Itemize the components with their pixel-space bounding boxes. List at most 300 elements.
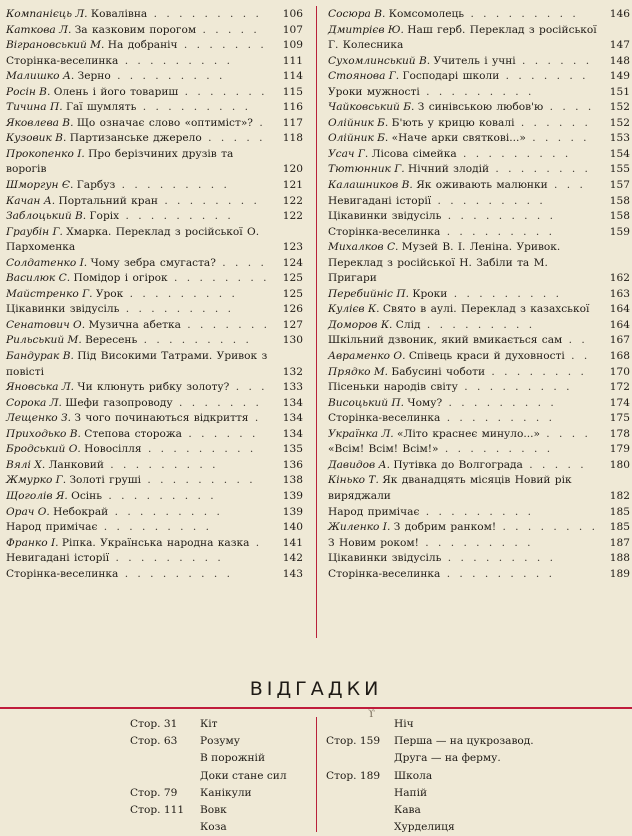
dot-leader: . . . . . . (514, 116, 591, 129)
toc-title: Степова сторожа (84, 427, 182, 440)
toc-entry (6, 349, 303, 380)
toc-entry (6, 380, 303, 396)
toc-entry (6, 520, 303, 536)
toc-title: Б'ють у крицю ковалі (391, 116, 515, 129)
toc-title: Сторінка-веселинка (6, 54, 119, 67)
toc-page-number: 141 (282, 536, 303, 549)
answer-page-label: Стор. 79 (130, 786, 178, 799)
toc-page-number: 170 (609, 365, 630, 378)
toc-page-number: 153 (609, 132, 630, 145)
toc-entry (6, 333, 303, 349)
toc-title: З Новим роком! (328, 536, 419, 549)
dot-leader: . . . . . . . (177, 39, 267, 52)
toc-page-number: 139 (282, 489, 303, 502)
toc-title: З добрим ранком! (393, 521, 497, 534)
answer-row (130, 802, 310, 819)
answer-page-label: Стор. 63 (130, 735, 178, 748)
toc-page-number: 124 (282, 256, 303, 269)
dot-leader: . . . . . . . . . (440, 412, 555, 425)
toc-author: Яковлева В. (6, 116, 74, 129)
toc-entry (6, 551, 303, 567)
toc-page-number: 134 (282, 427, 303, 440)
toc-title: За казковим порогом (74, 23, 197, 36)
toc-title: Небокрай (53, 505, 109, 518)
toc-entry (328, 194, 630, 210)
toc-entry (328, 473, 630, 504)
toc-page-number: 189 (609, 567, 630, 580)
toc-author: Олійник Б. (328, 116, 389, 129)
toc-right-column (328, 7, 630, 582)
toc-page-number: 162 (609, 272, 630, 285)
toc-entry (328, 85, 630, 101)
toc-page-number: 151 (609, 85, 630, 98)
toc-entry (6, 209, 303, 225)
answer-text: Друга — на ферму. (394, 752, 501, 765)
toc-entry (328, 287, 630, 303)
toc-page-number: 136 (282, 458, 303, 471)
toc-page-number: 157 (609, 179, 630, 192)
answer-text: Кава (394, 803, 421, 816)
toc-entry (6, 38, 303, 54)
toc-page-number: 187 (609, 536, 630, 549)
toc-title: Олень і його товариш (53, 85, 179, 98)
toc-author: Бродський О. (6, 443, 81, 456)
dot-leader: . . . . . . . . . (119, 210, 234, 223)
toc-page-number: 116 (282, 101, 303, 114)
column-divider (316, 6, 317, 638)
toc-title: Урок (95, 287, 124, 300)
toc-entry (6, 505, 303, 521)
dot-leader: . . . . . . . . (167, 272, 270, 285)
answer-row (326, 716, 626, 733)
toc-entry (328, 520, 630, 536)
toc-page-number: 107 (282, 23, 303, 36)
answer-text: Розуму (200, 735, 240, 748)
answer-page-label: Стор. 111 (130, 803, 185, 816)
toc-entry (328, 100, 630, 116)
toc-entry (6, 256, 303, 272)
toc-title: Ріпка. Українська народна казка (61, 536, 250, 549)
toc-page-number: 118 (282, 132, 303, 145)
toc-entry (328, 411, 630, 427)
toc-entry (328, 23, 630, 54)
toc-author: Віграновський М. (6, 39, 105, 52)
dot-leader: . . . . . . . (178, 85, 268, 98)
toc-author: Висоцький П. (328, 396, 405, 409)
toc-entry (6, 194, 303, 210)
toc-author: Франко І. (6, 536, 59, 549)
toc-author: Доморов К. (328, 318, 393, 331)
toc-author: Тичина П. (6, 101, 63, 114)
toc-page-number: 142 (282, 552, 303, 565)
toc-page-number: 175 (609, 412, 630, 425)
toc-title: Кроки (412, 287, 448, 300)
toc-entry (6, 178, 303, 194)
dot-leader: . (248, 412, 262, 425)
toc-entry (6, 427, 303, 443)
toc-page-number: 154 (609, 147, 630, 160)
toc-entry (328, 333, 630, 349)
toc-entry (6, 302, 303, 318)
toc-page-number: 109 (282, 39, 303, 52)
toc-title: Гаї шумлять (65, 101, 137, 114)
dot-leader: . . . . . . . . . (136, 101, 252, 114)
toc-author: Лещенко З. (6, 412, 72, 425)
toc-title: «Наче арки святкові...» (391, 132, 526, 145)
toc-author: Олійник Б. (328, 132, 389, 145)
dot-leader: . . . . . . . . (157, 194, 260, 207)
toc-entry (328, 225, 630, 241)
toc-entry (328, 178, 630, 194)
toc-author: Жмурко Г. (6, 474, 67, 487)
toc-page-number: 152 (609, 116, 630, 129)
toc-entry (6, 318, 303, 334)
toc-entry (328, 365, 630, 381)
toc-title: Сторінка-веселинка (6, 567, 119, 580)
toc-page-number: 122 (282, 194, 303, 207)
dot-leader: . . . . . . . . . (119, 303, 235, 316)
answer-text: Канікули (200, 786, 252, 799)
toc-page-number: 167 (609, 334, 630, 347)
toc-page-number: 172 (609, 381, 630, 394)
toc-author: Кулієв К. (328, 303, 380, 316)
toc-title: З чого починаються відкриття (74, 412, 249, 425)
toc-entry (328, 427, 630, 443)
answer-page-label: Стор. 31 (130, 718, 178, 730)
toc-title: Помідор і огірок (73, 272, 168, 285)
toc-page-number: 146 (609, 8, 630, 20)
answer-row (326, 802, 626, 819)
toc-author: Стоянова Г. (328, 70, 400, 83)
toc-page-number: 158 (609, 210, 630, 223)
toc-entry (328, 162, 630, 178)
toc-author: Компанієць Л. (6, 8, 88, 20)
toc-author: Орач О. (6, 505, 50, 518)
toc-entry (328, 567, 630, 583)
toc-author: Василюк С. (6, 272, 71, 285)
toc-title: Портальний кран (58, 194, 158, 207)
toc-page-number: 126 (282, 303, 303, 316)
toc-entry (6, 458, 303, 474)
answers-column-divider (316, 717, 317, 832)
toc-entry (328, 396, 630, 412)
dot-leader: . . . . . . . . . (438, 443, 554, 456)
dot-leader: . . . . (215, 256, 267, 269)
toc-title: Золоті груші (69, 474, 141, 487)
dot-leader: . . (564, 350, 591, 363)
toc-page-number: 132 (282, 365, 303, 378)
toc-page-number: 127 (282, 318, 303, 331)
answer-text: Перша — на цукрозавод. (394, 735, 534, 748)
answer-row (130, 819, 310, 836)
answer-row (326, 750, 626, 767)
toc-entry (6, 473, 303, 489)
toc-author: Михалков С. (328, 241, 399, 254)
answer-row (326, 768, 626, 785)
toc-page-number: 152 (609, 101, 630, 114)
dot-leader: . . . . . . . . . (441, 552, 557, 565)
answer-row (326, 733, 626, 750)
dot-leader: . . . . . . . . . (137, 334, 252, 347)
toc-author: Сорока Л. (6, 396, 62, 409)
toc-title: Народ примічає (6, 521, 98, 534)
answer-text: Вовк (200, 803, 227, 816)
toc-page-number: 125 (282, 287, 303, 300)
toc-title: Гарбуз (76, 179, 116, 192)
dot-leader: . . . . . . . . . (118, 54, 233, 67)
toc-author: Давидов А. (328, 458, 390, 471)
toc-page-number: 114 (282, 70, 303, 83)
answers-heading: ВІДГАДКИ (249, 678, 383, 700)
toc-author: Каткова Л. (6, 23, 72, 36)
dot-leader: . . . . . . . . . (457, 381, 573, 394)
toc-title: Господарі школи (402, 70, 500, 83)
answer-row (130, 785, 310, 802)
toc-title: Хмарка. Переклад з російської О. Пархоменка (6, 225, 260, 254)
toc-left-column (6, 7, 303, 582)
answer-text: Доки стане сил (200, 769, 287, 782)
toc-page-number: 135 (282, 443, 303, 456)
dot-leader: . . . . . . . . (485, 365, 587, 378)
dot-leader: . . . . (539, 427, 591, 440)
dot-leader: . . . . . . . . . (109, 552, 224, 565)
toc-page-number: 139 (282, 505, 303, 518)
dot-leader: . . . . . . . . . (110, 70, 226, 83)
toc-title: Невигадані історії (328, 194, 432, 207)
dot-leader: . . . . . . (515, 54, 593, 67)
toc-title: Цікавинки звідусіль (328, 552, 442, 565)
toc-title: Сторінка-веселинка (328, 567, 441, 580)
toc-page-number: 158 (609, 194, 630, 207)
toc-page-number: 130 (282, 334, 303, 347)
answer-text: Кіт (200, 718, 218, 730)
dot-leader: . . . . . . . . . (431, 194, 546, 207)
dot-leader: . . . . . . . . . (140, 474, 256, 487)
toc-page-number: 120 (282, 163, 303, 176)
dot-leader: . (253, 116, 266, 129)
answer-row (130, 733, 310, 750)
toc-title: Невигадані історії (6, 552, 110, 565)
toc-title: Шкільний дзвоник, який вмикається сам (328, 334, 563, 347)
toc-page-number: 159 (609, 225, 630, 238)
toc-page-number: 121 (282, 179, 303, 192)
toc-page-number: 163 (609, 287, 630, 300)
answer-row (326, 819, 626, 836)
toc-title: Уроки мужності (328, 85, 420, 98)
dot-leader: . . . . . . . . . (447, 287, 562, 300)
answer-page-label: Стор. 189 (326, 769, 381, 782)
dot-leader: . . . . . . . . . (418, 536, 534, 549)
toc-author: Сенатович О. (6, 318, 86, 331)
toc-entry (6, 69, 303, 85)
toc-page-number: 123 (282, 241, 303, 254)
toc-author: Бандурак В. (6, 350, 74, 363)
answer-text: Школа (394, 769, 433, 782)
toc-page-number: 168 (609, 350, 630, 363)
toc-page-number: 117 (282, 116, 303, 129)
toc-title: Пісеньки народів світу (328, 381, 458, 394)
red-rule-divider (0, 707, 632, 709)
toc-entry (6, 23, 303, 39)
toc-title: Ковалівна (90, 8, 148, 20)
toc-page-number: 125 (282, 272, 303, 285)
toc-page-number: 115 (282, 85, 303, 98)
toc-author: Авраменко О. (328, 350, 406, 363)
toc-title: Осінь (71, 489, 103, 502)
toc-author: Прядко М. (328, 365, 389, 378)
dot-leader: . . . . . . . . . (102, 489, 217, 502)
toc-page-number: 148 (609, 54, 630, 67)
toc-entry (328, 349, 630, 365)
toc-title: Зерно (77, 70, 111, 83)
toc-title: Народ примічає (328, 505, 420, 518)
dot-leader: . . . . . . . . . (123, 287, 238, 300)
toc-entry (6, 567, 303, 583)
toc-title: Ланковий (48, 458, 104, 471)
toc-title: На добраніч (107, 39, 178, 52)
toc-author: Солдатенко І. (6, 256, 88, 269)
toc-author: Чайковський Б. (328, 101, 415, 114)
answer-row (326, 785, 626, 802)
toc-page-number: 185 (609, 505, 630, 518)
toc-title: Свято в аулі. Переклад з казахської (382, 303, 590, 316)
toc-entry (328, 380, 630, 396)
toc-author: Граубін Г. (6, 225, 63, 238)
toc-entry (6, 287, 303, 303)
toc-title: Новосілля (84, 443, 142, 456)
toc-entry (6, 147, 303, 178)
toc-page-number: 185 (609, 521, 630, 534)
toc-entry (328, 302, 630, 318)
toc-title: Сторінка-веселинка (328, 225, 441, 238)
toc-page-number: 122 (282, 210, 303, 223)
toc-title: Бабусині чоботи (391, 365, 486, 378)
toc-title: Співець краси й духовності (408, 350, 565, 363)
toc-entry (6, 100, 303, 116)
dot-leader: . . . . . . . . . (440, 567, 555, 580)
toc-author: Малишко А. (6, 70, 75, 83)
toc-entry (328, 209, 630, 225)
toc-author: Приходько В. (6, 427, 81, 440)
dot-leader: . . . . . . . . (489, 163, 591, 176)
toc-entry (6, 85, 303, 101)
dot-leader: . . . . . (201, 132, 266, 145)
toc-entry (328, 442, 630, 458)
toc-entry (328, 116, 630, 132)
toc-page-number: 143 (282, 567, 303, 580)
dot-leader: . . . . . (196, 23, 260, 36)
toc-entry (6, 489, 303, 505)
toc-author: Майстренко Г. (6, 287, 93, 300)
answers-left-column (130, 716, 310, 836)
toc-title: Путівка до Волгограда (393, 458, 523, 471)
dot-leader: . . . . . . . . . (419, 505, 535, 518)
dot-leader: . . . . . . . . . (115, 179, 230, 192)
dot-leader: . . . . . . . . . (118, 567, 233, 580)
dot-leader: . . . . . . . . . (440, 225, 555, 238)
toc-title: Учитель і учні (433, 54, 516, 67)
toc-entry (6, 225, 303, 256)
toc-title: Музей В. І. Леніна. Уривок. Переклад з російської Н. Забіли та М. Пригари (328, 241, 561, 285)
toc-entry (6, 442, 303, 458)
toc-author: Качан А. (6, 194, 56, 207)
ornament-icon: ϒ (368, 709, 375, 720)
toc-title: Лісова сімейка (371, 147, 457, 160)
toc-page-number: 174 (609, 396, 630, 409)
toc-page-number: 188 (609, 552, 630, 565)
toc-title: Цікавинки звідусіль (6, 303, 120, 316)
dot-leader: . . . . . . . (180, 318, 271, 331)
toc-title: Нічний злодій (408, 163, 490, 176)
answer-page-label: Стор. 159 (326, 735, 381, 748)
dot-leader: . . (562, 334, 588, 347)
toc-entry (6, 131, 303, 147)
dot-leader: . . . . (543, 101, 595, 114)
dot-leader: . . . . . . (182, 427, 259, 440)
toc-author: Усач Г. (328, 147, 369, 160)
dot-leader: . . . . . . . . . (456, 147, 572, 160)
toc-title: Сторінка-веселинка (328, 412, 441, 425)
toc-title: Вересень (85, 334, 138, 347)
toc-title: «Літо краснеє минуло...» (397, 427, 540, 440)
dot-leader: . . . . . . . . . (420, 318, 536, 331)
answer-row (130, 716, 310, 733)
toc-entry (328, 54, 630, 70)
dot-leader: . . . . . . . . (496, 521, 598, 534)
toc-title: Наш герб. Переклад з російської Г. Колесника (328, 23, 597, 52)
toc-page-number: 111 (282, 54, 303, 67)
answer-text: Хурделиця (394, 821, 455, 834)
toc-author: Кузовик В. (6, 132, 67, 145)
toc-entry (6, 396, 303, 412)
toc-entry (328, 536, 630, 552)
toc-title: Чому? (407, 396, 443, 409)
toc-entry (328, 551, 630, 567)
toc-page-number: 164 (609, 318, 630, 331)
toc-entry (6, 116, 303, 132)
toc-title: Що означає слово «оптиміст»? (76, 116, 253, 129)
toc-entry (6, 536, 303, 552)
dot-leader: . . . . . . . . . (147, 8, 262, 20)
toc-page-number: 179 (609, 443, 630, 456)
toc-page-number: 149 (609, 70, 630, 83)
toc-title: Чому зебра смугаста? (90, 256, 216, 269)
toc-page-number: 180 (609, 458, 630, 471)
answers-right-column (326, 716, 626, 836)
dot-leader: . . . (229, 381, 268, 394)
toc-title: Шефи газопроводу (65, 396, 173, 409)
toc-author: Рильський М. (6, 334, 82, 347)
answer-text: Напій (394, 786, 428, 799)
toc-author: Перебийніс П. (328, 287, 409, 300)
toc-author: Сосюра В. (328, 8, 386, 20)
toc-title: З синівською любов'ю (417, 101, 544, 114)
toc-title: Як оживають малюнки (416, 179, 548, 192)
toc-author: Кінько Т. (328, 474, 379, 487)
toc-entry (328, 7, 630, 23)
toc-page-number: 178 (609, 427, 630, 440)
toc-title: Горіх (89, 210, 120, 223)
toc-entry (328, 147, 630, 163)
dot-leader: . . . . . . . . . (108, 505, 223, 518)
toc-page-number: 155 (609, 163, 630, 176)
answer-row (130, 750, 310, 767)
toc-author: Калашников В. (328, 179, 413, 192)
toc-title: Слід (395, 318, 421, 331)
toc-title: Комсомолець (388, 8, 465, 20)
toc-entry (6, 54, 303, 70)
toc-author: Сухомлинський В. (328, 54, 431, 67)
